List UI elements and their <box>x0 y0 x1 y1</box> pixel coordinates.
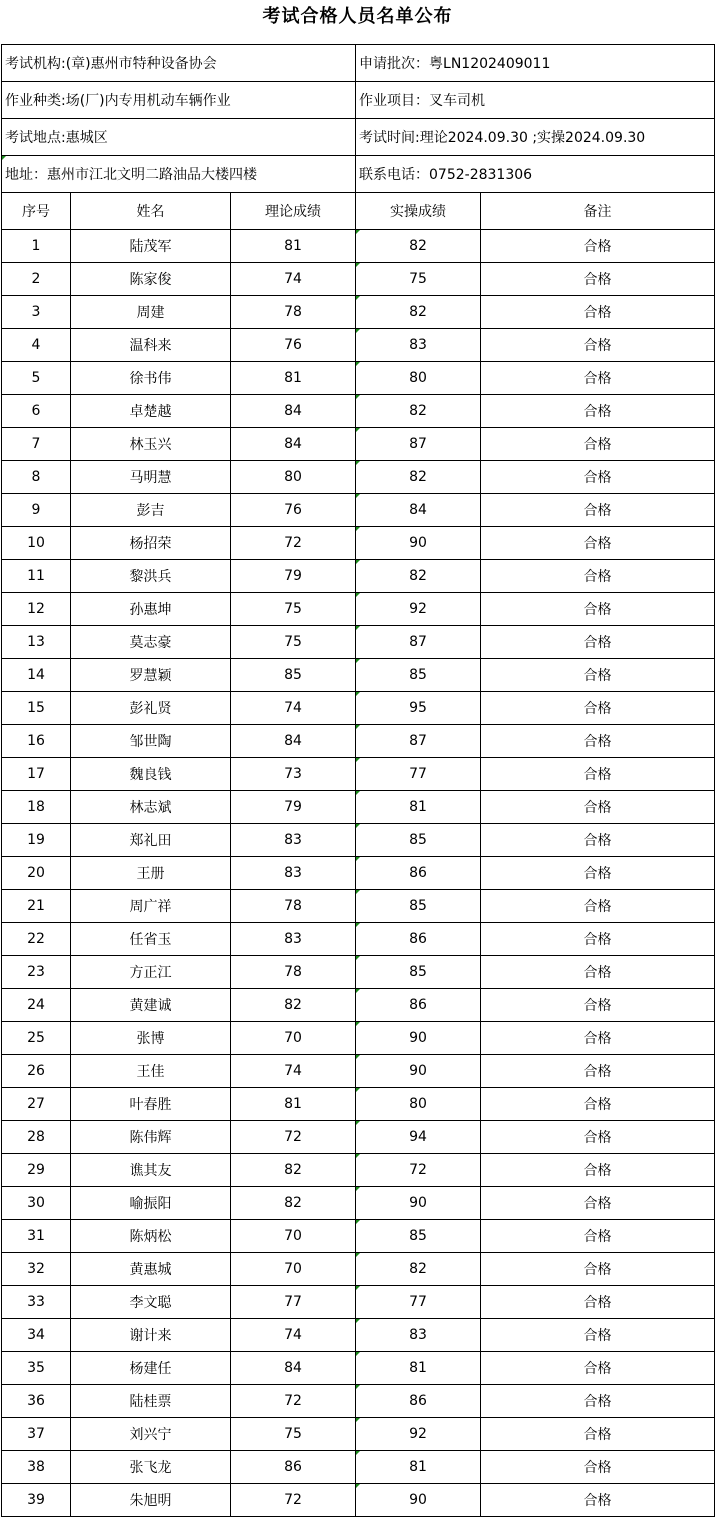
cell-theory-score: 83 <box>231 923 356 956</box>
cell-remark: 合格 <box>481 1418 715 1451</box>
cell-remark: 合格 <box>481 1253 715 1286</box>
info-row-institution <box>2 45 715 82</box>
table-row <box>2 263 715 296</box>
cell-index: 19 <box>2 824 71 857</box>
approval-batch: 申请批次：粤LN1202409011 <box>356 45 715 82</box>
cell-index: 34 <box>2 1319 71 1352</box>
table-row <box>2 1055 715 1088</box>
table-row <box>2 494 715 527</box>
cell-index: 20 <box>2 857 71 890</box>
cell-name: 李文聪 <box>71 1286 231 1319</box>
cell-practical-score: 85 <box>356 659 481 692</box>
table-row <box>2 1088 715 1121</box>
cell-remark: 合格 <box>481 296 715 329</box>
table-row <box>2 1451 715 1484</box>
cell-theory-score: 72 <box>231 1121 356 1154</box>
cell-theory-score: 85 <box>231 659 356 692</box>
table-row <box>2 725 715 758</box>
cell-remark: 合格 <box>481 1154 715 1187</box>
cell-theory-score: 70 <box>231 1022 356 1055</box>
cell-name: 孙惠坤 <box>71 593 231 626</box>
cell-index: 13 <box>2 626 71 659</box>
cell-remark: 合格 <box>481 659 715 692</box>
cell-practical-score: 94 <box>356 1121 481 1154</box>
cell-remark: 合格 <box>481 725 715 758</box>
cell-name: 彭吉 <box>71 494 231 527</box>
cell-theory-score: 79 <box>231 791 356 824</box>
cell-index: 5 <box>2 362 71 395</box>
cell-index: 23 <box>2 956 71 989</box>
cell-name: 刘兴宁 <box>71 1418 231 1451</box>
table-row <box>2 230 715 263</box>
cell-theory-score: 81 <box>231 1088 356 1121</box>
cell-remark: 合格 <box>481 989 715 1022</box>
cell-theory-score: 84 <box>231 395 356 428</box>
cell-practical-score: 83 <box>356 1319 481 1352</box>
cell-theory-score: 74 <box>231 263 356 296</box>
cell-index: 21 <box>2 890 71 923</box>
cell-practical-score: 90 <box>356 1055 481 1088</box>
table-row <box>2 791 715 824</box>
cell-remark: 合格 <box>481 923 715 956</box>
cell-practical-score: 86 <box>356 923 481 956</box>
info-row-work <box>2 82 715 119</box>
table-row <box>2 1286 715 1319</box>
cell-practical-score: 84 <box>356 494 481 527</box>
page-title: 考试合格人员名单公布 <box>262 6 453 27</box>
table-row <box>2 956 715 989</box>
cell-index: 22 <box>2 923 71 956</box>
cell-name: 黄建诚 <box>71 989 231 1022</box>
results-table <box>1 44 715 1517</box>
cell-practical-score: 81 <box>356 1451 481 1484</box>
cell-theory-score: 78 <box>231 296 356 329</box>
cell-practical-score: 87 <box>356 428 481 461</box>
table-row <box>2 1121 715 1154</box>
cell-theory-score: 78 <box>231 890 356 923</box>
cell-practical-score: 86 <box>356 1385 481 1418</box>
cell-index: 25 <box>2 1022 71 1055</box>
cell-theory-score: 81 <box>231 362 356 395</box>
cell-theory-score: 84 <box>231 1352 356 1385</box>
cell-theory-score: 76 <box>231 329 356 362</box>
cell-theory-score: 83 <box>231 824 356 857</box>
cell-remark: 合格 <box>481 692 715 725</box>
cell-index: 1 <box>2 230 71 263</box>
cell-remark: 合格 <box>481 1022 715 1055</box>
cell-practical-score: 92 <box>356 1418 481 1451</box>
cell-theory-score: 74 <box>231 1055 356 1088</box>
address: 地址：惠州市江北文明二路油品大楼四楼 <box>2 156 356 193</box>
cell-practical-score: 82 <box>356 395 481 428</box>
cell-index: 14 <box>2 659 71 692</box>
exam-location: 考试地点:惠城区 <box>2 119 356 156</box>
cell-name: 谢计来 <box>71 1319 231 1352</box>
cell-index: 24 <box>2 989 71 1022</box>
cell-index: 16 <box>2 725 71 758</box>
work-type: 作业种类:场(厂)内专用机动车辆作业 <box>2 82 356 119</box>
table-row <box>2 362 715 395</box>
table-row <box>2 1253 715 1286</box>
cell-practical-score: 86 <box>356 989 481 1022</box>
cell-remark: 合格 <box>481 758 715 791</box>
cell-index: 32 <box>2 1253 71 1286</box>
cell-remark: 合格 <box>481 1385 715 1418</box>
cell-index: 36 <box>2 1385 71 1418</box>
cell-practical-score: 90 <box>356 1022 481 1055</box>
cell-theory-score: 81 <box>231 230 356 263</box>
cell-name: 黎洪兵 <box>71 560 231 593</box>
cell-practical-score: 86 <box>356 857 481 890</box>
cell-name: 陆桂票 <box>71 1385 231 1418</box>
cell-name: 王佳 <box>71 1055 231 1088</box>
table-row <box>2 560 715 593</box>
cell-theory-score: 82 <box>231 1187 356 1220</box>
contact-phone: 联系电话：0752-2831306 <box>356 156 715 193</box>
cell-remark: 合格 <box>481 494 715 527</box>
cell-name: 杨建任 <box>71 1352 231 1385</box>
cell-practical-score: 90 <box>356 527 481 560</box>
exam-institution: 考试机构:(章)惠州市特种设备协会 <box>2 45 356 82</box>
cell-practical-score: 77 <box>356 1286 481 1319</box>
cell-practical-score: 81 <box>356 1352 481 1385</box>
cell-index: 6 <box>2 395 71 428</box>
table-row <box>2 857 715 890</box>
cell-index: 27 <box>2 1088 71 1121</box>
table-row <box>2 461 715 494</box>
cell-name: 周建 <box>71 296 231 329</box>
cell-theory-score: 78 <box>231 956 356 989</box>
table-row <box>2 659 715 692</box>
cell-practical-score: 85 <box>356 824 481 857</box>
table-row <box>2 1385 715 1418</box>
cell-remark: 合格 <box>481 461 715 494</box>
cell-name: 彭礼贤 <box>71 692 231 725</box>
cell-index: 10 <box>2 527 71 560</box>
cell-practical-score: 85 <box>356 1220 481 1253</box>
cell-remark: 合格 <box>481 1220 715 1253</box>
cell-theory-score: 70 <box>231 1253 356 1286</box>
cell-name: 卓楚越 <box>71 395 231 428</box>
table-row <box>2 1022 715 1055</box>
cell-remark: 合格 <box>481 428 715 461</box>
cell-remark: 合格 <box>481 1352 715 1385</box>
column-header-index: 序号 <box>2 193 71 230</box>
cell-theory-score: 77 <box>231 1286 356 1319</box>
cell-remark: 合格 <box>481 890 715 923</box>
cell-remark: 合格 <box>481 1121 715 1154</box>
work-item: 作业项目：叉车司机 <box>356 82 715 119</box>
cell-name: 陈炳松 <box>71 1220 231 1253</box>
cell-remark: 合格 <box>481 791 715 824</box>
cell-name: 方正江 <box>71 956 231 989</box>
cell-practical-score: 85 <box>356 890 481 923</box>
cell-theory-score: 80 <box>231 461 356 494</box>
cell-theory-score: 79 <box>231 560 356 593</box>
table-row <box>2 296 715 329</box>
cell-practical-score: 81 <box>356 791 481 824</box>
cell-practical-score: 82 <box>356 560 481 593</box>
table-row <box>2 1220 715 1253</box>
cell-remark: 合格 <box>481 1187 715 1220</box>
info-row-address <box>2 156 715 193</box>
cell-remark: 合格 <box>481 1286 715 1319</box>
cell-theory-score: 84 <box>231 725 356 758</box>
cell-remark: 合格 <box>481 824 715 857</box>
cell-practical-score: 82 <box>356 1253 481 1286</box>
cell-remark: 合格 <box>481 263 715 296</box>
cell-theory-score: 72 <box>231 1385 356 1418</box>
cell-theory-score: 84 <box>231 428 356 461</box>
cell-name: 朱旭明 <box>71 1484 231 1517</box>
cell-index: 15 <box>2 692 71 725</box>
cell-remark: 合格 <box>481 1484 715 1517</box>
table-row <box>2 692 715 725</box>
cell-index: 26 <box>2 1055 71 1088</box>
column-header-remark: 备注 <box>481 193 715 230</box>
cell-index: 37 <box>2 1418 71 1451</box>
cell-theory-score: 74 <box>231 692 356 725</box>
cell-index: 9 <box>2 494 71 527</box>
table-row <box>2 428 715 461</box>
cell-practical-score: 92 <box>356 593 481 626</box>
cell-theory-score: 75 <box>231 626 356 659</box>
table-row <box>2 1187 715 1220</box>
cell-remark: 合格 <box>481 230 715 263</box>
table-row <box>2 626 715 659</box>
cell-practical-score: 90 <box>356 1484 481 1517</box>
table-row <box>2 329 715 362</box>
cell-practical-score: 77 <box>356 758 481 791</box>
table-row <box>2 989 715 1022</box>
cell-index: 4 <box>2 329 71 362</box>
cell-name: 谯其友 <box>71 1154 231 1187</box>
cell-name: 徐书伟 <box>71 362 231 395</box>
cell-name: 林玉兴 <box>71 428 231 461</box>
cell-practical-score: 82 <box>356 461 481 494</box>
cell-theory-score: 83 <box>231 857 356 890</box>
cell-remark: 合格 <box>481 593 715 626</box>
cell-name: 叶春胜 <box>71 1088 231 1121</box>
cell-name: 杨招荣 <box>71 527 231 560</box>
table-row <box>2 527 715 560</box>
table-row <box>2 923 715 956</box>
cell-index: 2 <box>2 263 71 296</box>
cell-theory-score: 74 <box>231 1319 356 1352</box>
cell-practical-score: 82 <box>356 296 481 329</box>
cell-name: 陈伟辉 <box>71 1121 231 1154</box>
cell-practical-score: 85 <box>356 956 481 989</box>
cell-theory-score: 75 <box>231 1418 356 1451</box>
cell-index: 12 <box>2 593 71 626</box>
cell-name: 罗慧颖 <box>71 659 231 692</box>
table-row <box>2 1352 715 1385</box>
cell-remark: 合格 <box>481 1055 715 1088</box>
cell-index: 18 <box>2 791 71 824</box>
cell-name: 马明慧 <box>71 461 231 494</box>
cell-theory-score: 82 <box>231 1154 356 1187</box>
cell-name: 任省玉 <box>71 923 231 956</box>
cell-name: 张博 <box>71 1022 231 1055</box>
table-row <box>2 1418 715 1451</box>
cell-theory-score: 82 <box>231 989 356 1022</box>
column-header-name: 姓名 <box>71 193 231 230</box>
cell-name: 黄惠城 <box>71 1253 231 1286</box>
cell-index: 39 <box>2 1484 71 1517</box>
column-header-practical-score: 实操成绩 <box>356 193 481 230</box>
cell-name: 郑礼田 <box>71 824 231 857</box>
table-row <box>2 593 715 626</box>
table-row <box>2 890 715 923</box>
cell-index: 30 <box>2 1187 71 1220</box>
cell-practical-score: 82 <box>356 230 481 263</box>
cell-theory-score: 70 <box>231 1220 356 1253</box>
cell-name: 张飞龙 <box>71 1451 231 1484</box>
cell-practical-score: 75 <box>356 263 481 296</box>
cell-practical-score: 80 <box>356 1088 481 1121</box>
cell-index: 33 <box>2 1286 71 1319</box>
cell-remark: 合格 <box>481 1319 715 1352</box>
cell-remark: 合格 <box>481 626 715 659</box>
cell-name: 陈家俊 <box>71 263 231 296</box>
cell-name: 喻振阳 <box>71 1187 231 1220</box>
info-row-location <box>2 119 715 156</box>
cell-name: 陆茂军 <box>71 230 231 263</box>
cell-index: 3 <box>2 296 71 329</box>
cell-index: 8 <box>2 461 71 494</box>
cell-index: 38 <box>2 1451 71 1484</box>
table-row <box>2 1319 715 1352</box>
table-row <box>2 1484 715 1517</box>
cell-name: 莫志豪 <box>71 626 231 659</box>
cell-practical-score: 80 <box>356 362 481 395</box>
cell-practical-score: 72 <box>356 1154 481 1187</box>
cell-remark: 合格 <box>481 395 715 428</box>
cell-remark: 合格 <box>481 1088 715 1121</box>
cell-remark: 合格 <box>481 329 715 362</box>
cell-remark: 合格 <box>481 527 715 560</box>
cell-practical-score: 87 <box>356 725 481 758</box>
column-header-theory-score: 理论成绩 <box>231 193 356 230</box>
exam-time: 考试时间:理论2024.09.30 ;实操2024.09.30 <box>356 119 715 156</box>
cell-name: 周广祥 <box>71 890 231 923</box>
table-row <box>2 1154 715 1187</box>
table-row <box>2 395 715 428</box>
cell-name: 邹世陶 <box>71 725 231 758</box>
cell-theory-score: 72 <box>231 1484 356 1517</box>
cell-theory-score: 75 <box>231 593 356 626</box>
cell-remark: 合格 <box>481 362 715 395</box>
cell-index: 17 <box>2 758 71 791</box>
cell-index: 11 <box>2 560 71 593</box>
table-header-row <box>2 193 715 230</box>
cell-practical-score: 95 <box>356 692 481 725</box>
cell-remark: 合格 <box>481 857 715 890</box>
cell-name: 魏良钱 <box>71 758 231 791</box>
cell-remark: 合格 <box>481 1451 715 1484</box>
cell-practical-score: 90 <box>356 1187 481 1220</box>
cell-theory-score: 73 <box>231 758 356 791</box>
cell-practical-score: 83 <box>356 329 481 362</box>
cell-index: 35 <box>2 1352 71 1385</box>
cell-remark: 合格 <box>481 956 715 989</box>
cell-index: 7 <box>2 428 71 461</box>
cell-name: 王册 <box>71 857 231 890</box>
cell-index: 29 <box>2 1154 71 1187</box>
cell-remark: 合格 <box>481 560 715 593</box>
cell-index: 28 <box>2 1121 71 1154</box>
cell-name: 林志斌 <box>71 791 231 824</box>
cell-theory-score: 86 <box>231 1451 356 1484</box>
cell-theory-score: 72 <box>231 527 356 560</box>
cell-index: 31 <box>2 1220 71 1253</box>
cell-practical-score: 87 <box>356 626 481 659</box>
cell-theory-score: 76 <box>231 494 356 527</box>
table-row <box>2 824 715 857</box>
table-row <box>2 758 715 791</box>
cell-name: 温科来 <box>71 329 231 362</box>
